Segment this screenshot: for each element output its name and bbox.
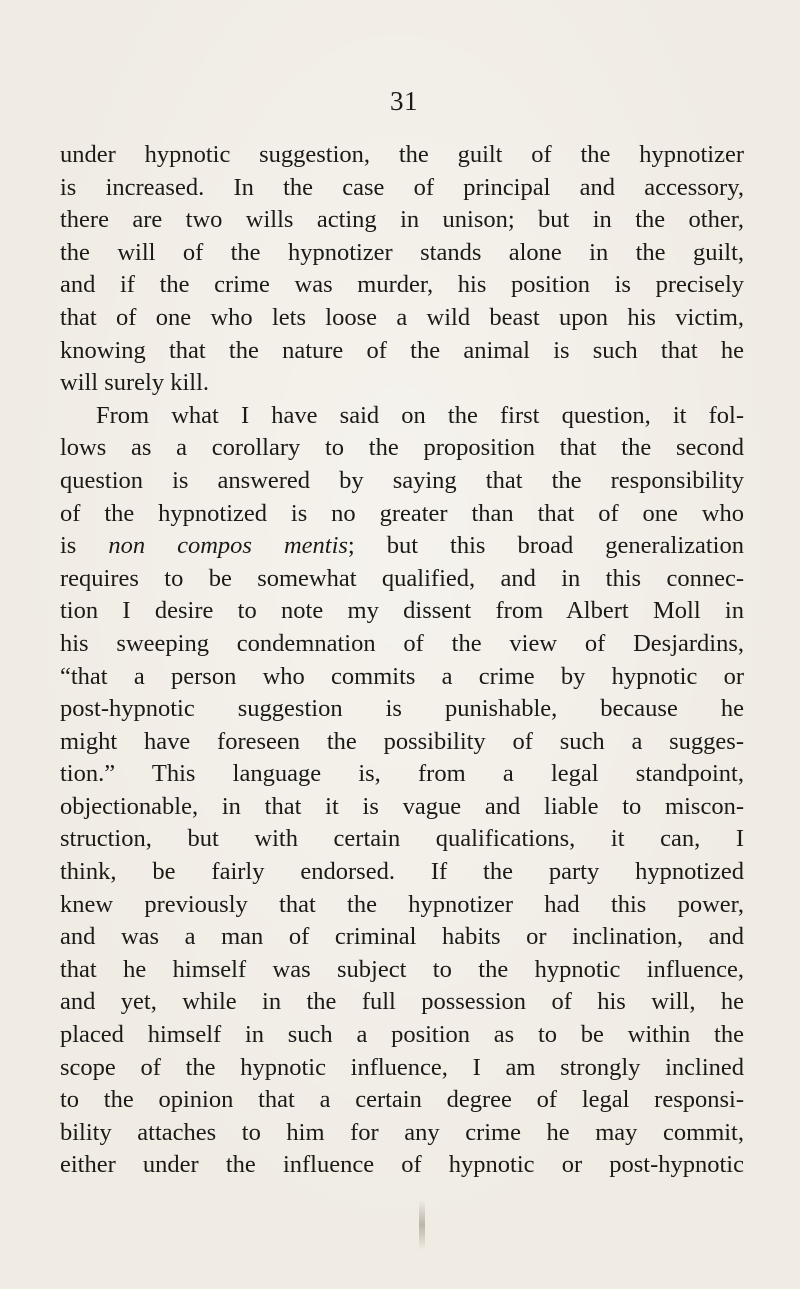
text-line: there are two wills acting in unison; but in the other, xyxy=(60,206,744,234)
page-number: 31 xyxy=(390,86,418,116)
text-line: question is answered by saying that the responsibility xyxy=(60,466,744,494)
text-line: From what I have said on the first question, it fol- xyxy=(96,401,744,429)
text-line: his sweeping condemnation of the view of Desjardins, xyxy=(60,629,744,657)
text-line: placed himself in such a position as to be within the xyxy=(60,1021,744,1049)
text-line: struction, but with certain qualifications, it can, I xyxy=(60,825,744,853)
body-text xyxy=(60,139,744,1182)
text-line: that of one who lets loose a wild beast upon his victim, xyxy=(60,303,744,331)
text-fragment: is xyxy=(60,532,109,560)
text-line: will surely kill. xyxy=(60,369,210,397)
text-line: requires to be somewhat qualified, and in this connec- xyxy=(60,564,744,592)
text-line: is increased. In the case of principal and accessory, xyxy=(60,173,744,201)
text-line: “that a person who commits a crime by hypnotic or xyxy=(60,662,744,690)
text-line: lows as a corollary to the proposition that the second xyxy=(60,434,744,462)
text-line: tion I desire to note my dissent from Albert Moll in xyxy=(60,597,744,625)
text-line: and was a man of criminal habits or inclination, and xyxy=(60,923,744,951)
text-line: post-hypnotic suggestion is punishable, because he xyxy=(60,695,744,723)
text-line-mixed xyxy=(60,530,744,563)
text-line: the will of the hypnotizer stands alone in the guilt, xyxy=(60,238,744,266)
text-line: scope of the hypnotic influence, I am strongly inclined xyxy=(60,1053,744,1081)
text-line: and yet, while in the full possession of his will, he xyxy=(60,988,744,1016)
text-line: might have foreseen the possibility of such a sugges- xyxy=(60,727,744,755)
text-line: think, be fairly endorsed. If the party hypnotized xyxy=(60,858,744,886)
text-line: objectionable, in that it is vague and liable to miscon- xyxy=(60,792,744,820)
text-line: of the hypnotized is no greater than that of one who xyxy=(60,499,744,527)
text-line: knew previously that the hypnotizer had this power, xyxy=(60,890,744,918)
text-line: knowing that the nature of the animal is such that he xyxy=(60,336,744,364)
text-line: and if the crime was murder, his position is precisely xyxy=(60,271,744,299)
text-line: either under the influence of hypnotic or post-hypnotic xyxy=(60,1151,744,1179)
text-line: that he himself was subject to the hypnotic influence, xyxy=(60,955,744,983)
text-line: to the opinion that a certain degree of legal responsi- xyxy=(60,1086,744,1114)
italic-phrase: non compos mentis xyxy=(108,532,348,560)
text-fragment: ; but this broad generalization xyxy=(347,532,744,560)
text-line: bility attaches to him for any crime he may commit, xyxy=(60,1118,744,1146)
text-line: under hypnotic suggestion, the guilt of the hypnotizer xyxy=(60,141,744,168)
text-line: tion.” This language is, from a legal standpoint, xyxy=(60,760,744,788)
paper-blemish xyxy=(419,1200,425,1250)
